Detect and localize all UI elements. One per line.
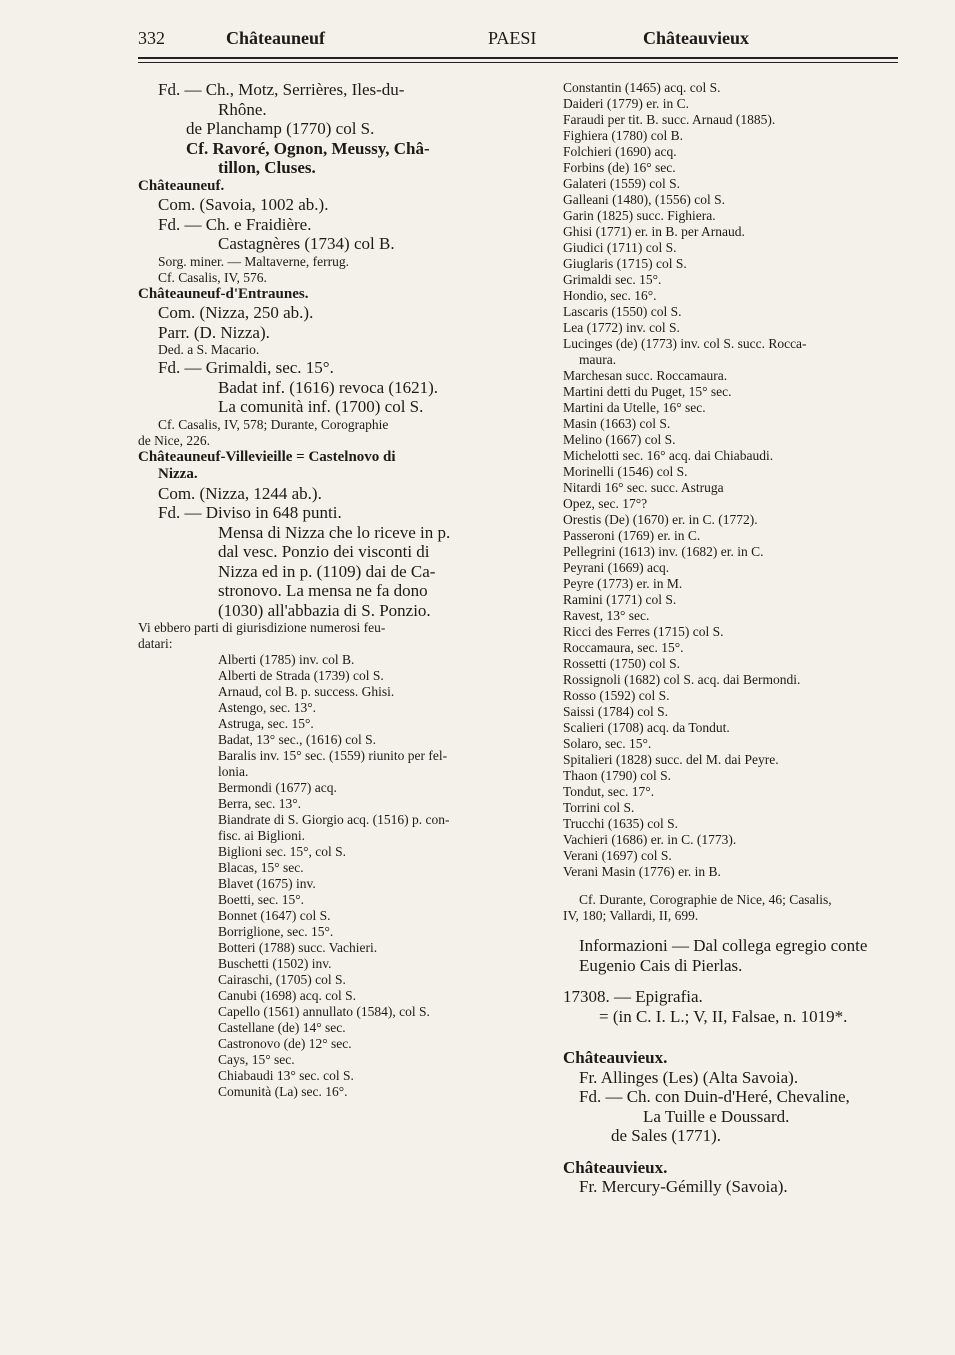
text-line: Pellegrini (1613) inv. (1682) er. in C. <box>563 544 764 559</box>
text-line: Châteauvieux. <box>563 1048 668 1067</box>
text-line: Orestis (De) (1670) er. in C. (1772). <box>563 512 758 527</box>
text-line: Rossetti (1750) col S. <box>563 656 680 671</box>
text-line: Peyre (1773) er. in M. <box>563 576 683 591</box>
text-line: Melino (1667) col S. <box>563 432 676 447</box>
text-line: de Sales (1771). <box>611 1126 722 1145</box>
right-column <box>563 80 903 1197</box>
text-line: Ghisi (1771) er. in B. per Arnaud. <box>563 224 745 239</box>
text-line: Châteauneuf. <box>138 177 225 194</box>
text-line: Nizza. <box>158 466 198 482</box>
text-line: dal vesc. Ponzio dei visconti di <box>218 542 430 561</box>
text-line: Castronovo (de) 12° sec. <box>218 1036 352 1051</box>
text-line: Trucchi (1635) col S. <box>563 816 678 831</box>
text-line: Galateri (1559) col S. <box>563 176 680 191</box>
text-line: Buschetti (1502) inv. <box>218 956 332 971</box>
text-line: Cf. Durante, Corographie de Nice, 46; Casalis, <box>579 892 832 907</box>
text-line: Astengo, sec. 13°. <box>218 700 317 715</box>
text-line: Morinelli (1546) col S. <box>563 464 688 479</box>
text-line: 17308. — Epigrafia. <box>563 987 703 1006</box>
text-line: Alberti (1785) inv. col B. <box>218 652 355 667</box>
text-line: Châteauneuf-Villevieille = Castelnovo di <box>138 448 396 465</box>
text-line: Borriglione, sec. 15°. <box>218 924 334 939</box>
text-line: Com. (Savoia, 1002 ab.). <box>158 195 329 214</box>
text-line: Thaon (1790) col S. <box>563 768 671 783</box>
text-line: fisc. ai Biglioni. <box>218 828 305 843</box>
text-line: Lucinges (de) (1773) inv. col S. succ. Rocca- <box>563 336 807 351</box>
text-line: Castellane (de) 14° sec. <box>218 1020 346 1035</box>
text-line: de Planchamp (1770) col S. <box>186 119 375 138</box>
text-line: Faraudi per tit. B. succ. Arnaud (1885). <box>563 112 776 127</box>
text-line: Eugenio Cais di Pierlas. <box>579 955 743 975</box>
text-line: Folchieri (1690) acq. <box>563 144 677 159</box>
text-line: Solaro, sec. 15°. <box>563 736 652 751</box>
text-line: Fighiera (1780) col B. <box>563 128 683 143</box>
text-line: Comunità (La) sec. 16°. <box>218 1084 348 1099</box>
text-line: Alberti de Strada (1739) col S. <box>218 668 384 683</box>
spacer <box>563 975 903 987</box>
text-line: Fr. Mercury-Gémilly (Savoia). <box>579 1177 788 1196</box>
text-line: Hondio, sec. 16°. <box>563 288 657 303</box>
running-head-center: PAESI <box>488 28 537 48</box>
text-line: datari: <box>138 636 173 651</box>
text-line: Castagnères (1734) col B. <box>218 234 395 253</box>
text-line: Badat inf. (1616) revoca (1621). <box>218 377 438 397</box>
text-line: Fd. — Ch., Motz, Serrières, Iles-du- <box>158 80 405 99</box>
text-line: Cf. Casalis, IV, 578; Durante, Corographie <box>158 416 389 432</box>
text-line: Forbins (de) 16° sec. <box>563 160 676 175</box>
text-line: Opez, sec. 17°? <box>563 496 648 511</box>
text-line: Mensa di Nizza che lo riceve in p. <box>218 522 451 542</box>
text-line: Verani (1697) col S. <box>563 848 672 863</box>
text-line: de Nice, 226. <box>138 432 210 448</box>
text-line: Constantin (1465) acq. col S. <box>563 80 721 95</box>
text-line: Fd. — Ch. con Duin-d'Heré, Chevaline, <box>579 1087 850 1106</box>
text-line: IV, 180; Vallardi, II, 699. <box>563 908 699 923</box>
page-header <box>138 24 898 50</box>
text-line: Fd. — Ch. e Fraidière. <box>158 214 312 234</box>
text-line: Ravest, 13° sec. <box>563 608 650 623</box>
text-line: Masin (1663) col S. <box>563 416 671 431</box>
text-line: Arnaud, col B. p. success. Ghisi. <box>218 684 395 699</box>
text-line: Boetti, sec. 15°. <box>218 892 305 907</box>
text-line: Vi ebbero parti di giurisdizione numerosi feu- <box>138 620 386 635</box>
text-line: (1030) all'abbazia di S. Ponzio. <box>218 600 431 620</box>
text-line: Michelotti sec. 16° acq. dai Chiabaudi. <box>563 448 774 463</box>
text-line: Lascaris (1550) col S. <box>563 304 682 319</box>
text-line: Blacas, 15° sec. <box>218 860 304 875</box>
text-line: Marchesan succ. Roccamaura. <box>563 368 728 383</box>
text-line: Galleani (1480), (1556) col S. <box>563 192 725 207</box>
text-line: Astruga, sec. 15°. <box>218 716 314 731</box>
text-line: Botteri (1788) succ. Vachieri. <box>218 940 378 955</box>
text-line: La comunità inf. (1700) col S. <box>218 397 424 416</box>
text-line: Capello (1561) annullato (1584), col S. <box>218 1004 430 1019</box>
text-line: Rosso (1592) col S. <box>563 688 670 703</box>
text-line: Sorg. miner. — Maltaverne, ferrug. <box>158 253 349 269</box>
text-line: Biglioni sec. 15°, col S. <box>218 844 347 859</box>
text-line: Lea (1772) inv. col S. <box>563 320 680 335</box>
text-line: Parr. (D. Nizza). <box>158 322 270 342</box>
text-line: Informazioni — Dal collega egregio conte <box>579 936 868 955</box>
text-line: Martini detti du Puget, 15° sec. <box>563 384 732 399</box>
spacer <box>563 1026 903 1048</box>
left-column <box>138 80 513 1100</box>
text-line: Torrini col S. <box>563 800 635 815</box>
text-line: Canubi (1698) acq. col S. <box>218 988 356 1003</box>
text-line: Vachieri (1686) er. in C. (1773). <box>563 832 737 847</box>
text-line: Nizza ed in p. (1109) dai de Ca- <box>218 561 436 581</box>
running-head-right: Châteauvieux <box>643 28 750 48</box>
text-line: Spitalieri (1828) succ. del M. dai Peyre. <box>563 752 779 767</box>
text-line: Ded. a S. Macario. <box>158 342 260 357</box>
text-line: Nitardi 16° sec. succ. Astruga <box>563 480 724 495</box>
text-line: Passeroni (1769) er. in C. <box>563 528 701 543</box>
text-line: Fd. — Grimaldi, sec. 15°. <box>158 358 334 377</box>
text-line: Giudici (1711) col S. <box>563 240 677 255</box>
text-line: Peyrani (1669) acq. <box>563 560 670 575</box>
text-line: Bermondi (1677) acq. <box>218 780 337 795</box>
spacer <box>563 924 903 936</box>
text-line: Giuglaris (1715) col S. <box>563 256 687 271</box>
text-line: Com. (Nizza, 250 ab.). <box>158 303 314 322</box>
text-line: Cf. Casalis, IV, 576. <box>158 269 267 285</box>
text-line: Fd. — Diviso in 648 punti. <box>158 503 342 522</box>
text-line: stronovo. La mensa ne fa dono <box>218 581 428 600</box>
text-line: Badat, 13° sec., (1616) col S. <box>218 732 376 747</box>
text-line: tillon, Cluses. <box>218 158 316 177</box>
text-line: Chiabaudi 13° sec. col S. <box>218 1068 354 1083</box>
text-line: Cf. Ravoré, Ognon, Meussy, Châ- <box>186 138 430 158</box>
text-line: La Tuille e Doussard. <box>643 1106 790 1126</box>
text-line: Saissi (1784) col S. <box>563 704 669 719</box>
text-line: Rhône. <box>218 99 267 119</box>
text-line: Cays, 15° sec. <box>218 1052 295 1067</box>
text-line: Baralis inv. 15° sec. (1559) riunito per fel- <box>218 748 448 763</box>
text-line: Châteauneuf-d'Entraunes. <box>138 285 309 302</box>
text-line: Biandrate di S. Giorgio acq. (1516) p. con- <box>218 812 450 827</box>
text-line: lonia. <box>218 764 249 779</box>
text-line: Ricci des Ferres (1715) col S. <box>563 624 724 639</box>
text-line: Grimaldi sec. 15°. <box>563 272 662 287</box>
header-rule-thin <box>138 62 898 63</box>
text-line: = (in C. I. L.; V, II, Falsae, n. 1019*. <box>599 1006 848 1026</box>
text-line: Com. (Nizza, 1244 ab.). <box>158 483 322 503</box>
text-line: Rossignoli (1682) col S. acq. dai Bermondi. <box>563 672 801 687</box>
page-number: 332 <box>138 28 165 48</box>
text-line: Cairaschi, (1705) col S. <box>218 972 346 987</box>
spacer <box>563 1146 903 1158</box>
text-line: Tondut, sec. 17°. <box>563 784 655 799</box>
text-line: Martini da Utelle, 16° sec. <box>563 400 706 415</box>
text-line: Garin (1825) succ. Fighiera. <box>563 208 716 223</box>
text-line: Daideri (1779) er. in C. <box>563 96 689 111</box>
text-line: Ramini (1771) col S. <box>563 592 677 607</box>
text-line: maura. <box>579 352 617 367</box>
text-line: Roccamaura, sec. 15°. <box>563 640 684 655</box>
text-line: Blavet (1675) inv. <box>218 876 316 891</box>
text-line: Verani Masin (1776) er. in B. <box>563 864 721 879</box>
text-line: Berra, sec. 13°. <box>218 796 301 811</box>
text-line: Bonnet (1647) col S. <box>218 908 331 923</box>
text-line: Châteauvieux. <box>563 1157 668 1177</box>
header-rule <box>138 57 898 59</box>
text-line: Fr. Allinges (Les) (Alta Savoia). <box>579 1067 799 1087</box>
text-line: Scalieri (1708) acq. da Tondut. <box>563 720 730 735</box>
running-head-left: Châteauneuf <box>226 28 326 48</box>
spacer <box>563 880 903 892</box>
